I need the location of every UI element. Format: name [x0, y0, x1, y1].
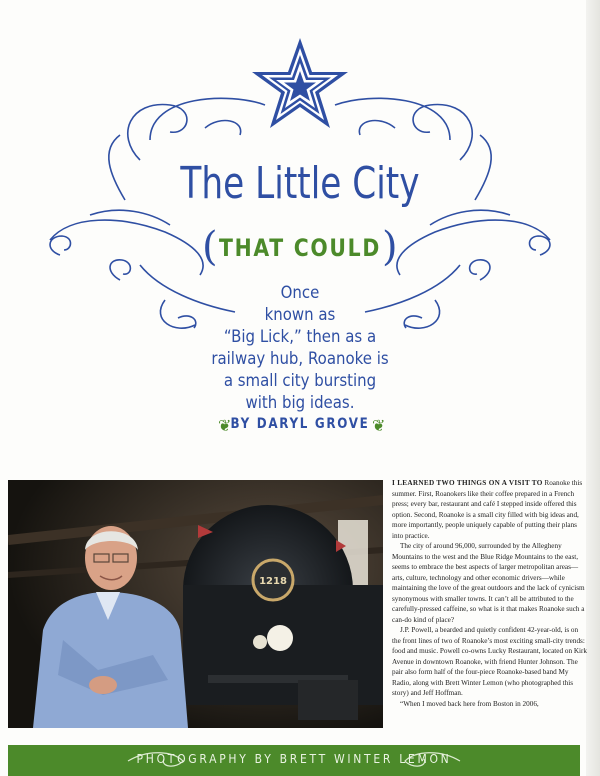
article-deck — [194, 282, 405, 414]
leaf-sprig-icon: ❦ — [372, 418, 386, 435]
locomotive-number: 1218 — [259, 576, 287, 587]
photo-credit-band — [8, 745, 580, 776]
deck-line: Once — [280, 283, 320, 303]
article-body — [392, 478, 588, 709]
byline: BY DARYL GROVE — [230, 416, 370, 432]
deck-line: a small city bursting — [223, 371, 377, 391]
star-emblem-icon — [252, 38, 348, 128]
deck-line: “Big Lick,” then as a — [223, 327, 377, 347]
article-subtitle: THAT COULD — [218, 234, 382, 262]
portrait-photo — [8, 480, 383, 728]
body-first-rest: Roanoke this summer. First, Roanokers like their coffee prepared in a French press; every bar, restaurant and café I stepped inside offered this option. Second, Roanoke is a small city filled with big ideas and, more importantly, people uniquely capable of putting their plans into practice. — [392, 479, 583, 540]
leaf-sprig-icon: ❦ — [218, 418, 232, 435]
deck-line: railway hub, Roanoke is — [211, 349, 389, 369]
body-paragraph: “When I moved back here from Boston in 2006, — [400, 699, 539, 708]
body-paragraph: J.P. Powell, a bearded and quietly confident 42-year-old, is on the front lines of two of Roanoke’s most exciting small-city trends: food and music. Powell co-owns Lucky Restaurant, located on Kirk Avenue in downtown Roanoke, with friend Hunter Johnson. The pair also form half of the four-piece Roanoke-based band My Radio, along with Brett Winter Lemon (who photographed this story) and Jeff Hoffman. — [392, 626, 588, 697]
article-title: The Little City — [180, 158, 420, 209]
left-parenthesis: ( — [202, 224, 218, 270]
body-paragraph — [392, 478, 588, 541]
lead-in-caps: I LEARNED TWO THINGS ON A VISIT TO — [392, 479, 543, 487]
deck-line: known as — [264, 305, 336, 325]
deck-line: with big ideas. — [245, 393, 355, 413]
right-parenthesis: ) — [382, 224, 398, 270]
photo-credit: PHOTOGRAPHY BY BRETT WINTER LEMON — [136, 752, 452, 766]
body-paragraph: The city of around 96,000, surrounded by the Allegheny Mountains to the west and the Blue Ridge Mountains to the east, seems to embrace the best aspects of larger metropolitan areas—arts, culture, technology and other economic drivers—while maintaining the love of the great outdoors and the lack of cynicism synonymous with smaller towns. It can’t all be attributed to the carefully-pressed caffeine, so what is it that makes Roanoke such a can-do kind of place? — [392, 542, 585, 624]
